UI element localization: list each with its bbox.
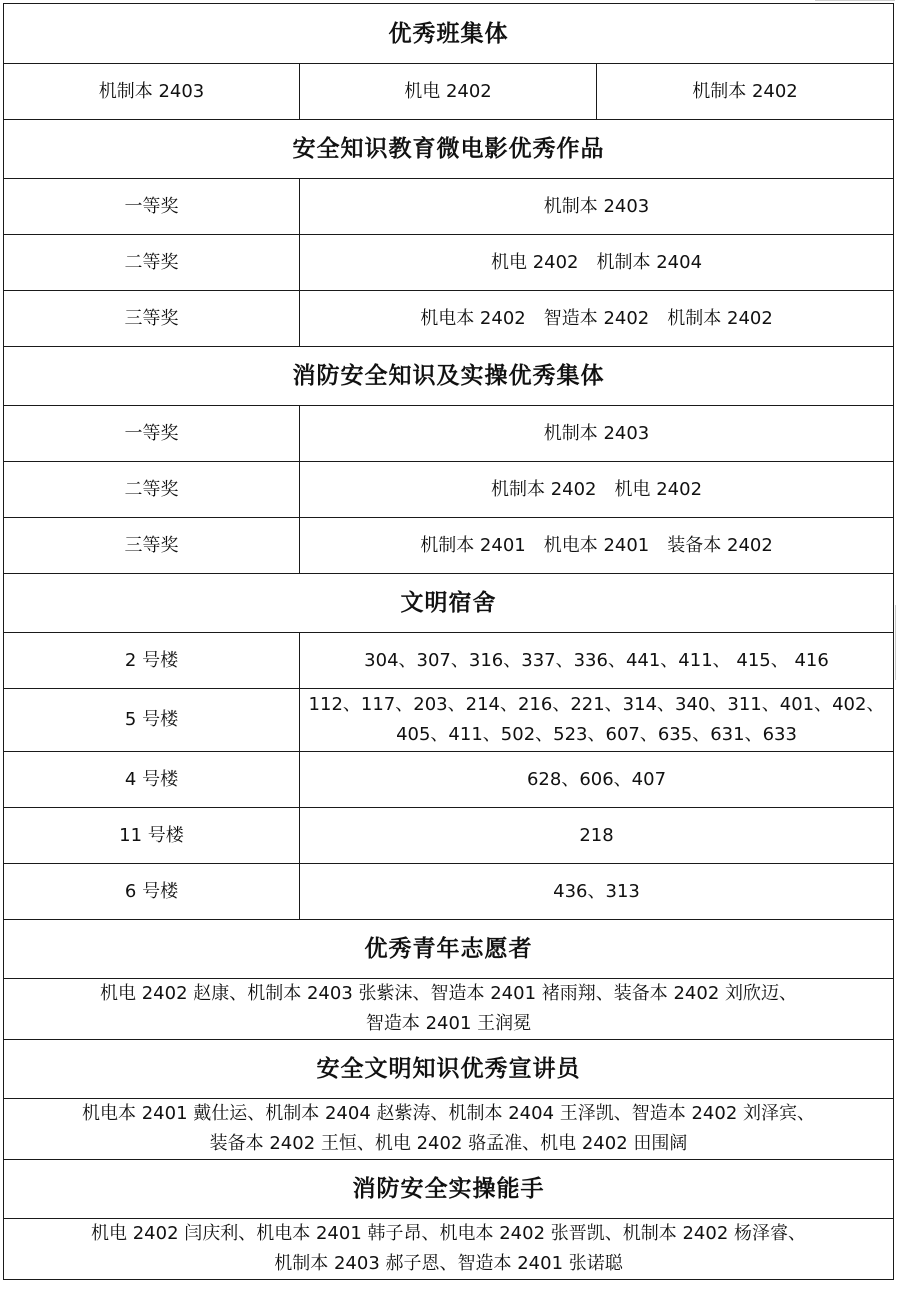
award-winners	[300, 291, 894, 347]
winner: 机制本 2402	[490, 478, 597, 500]
award-winners	[300, 179, 894, 235]
winner: 机电本 2401	[543, 534, 650, 556]
dorm-row	[4, 864, 894, 920]
award-row	[4, 179, 894, 235]
fire-experts-row	[4, 1219, 894, 1280]
section-header-row	[4, 4, 894, 64]
dorm-rooms-line: 405、411、502、523、607、635、631、633	[396, 724, 797, 745]
dorm-rooms: 304、307、316、337、336、441、411、 415、 416	[300, 633, 894, 689]
winner: 机制本 2403	[543, 195, 650, 217]
section-header-row	[4, 120, 894, 179]
award-level: 一等奖	[4, 179, 300, 235]
building-name: 4 号楼	[4, 752, 300, 808]
winner: 智造本 2402	[543, 307, 650, 329]
winner: 机电 2402	[614, 478, 703, 500]
winner: 机制本 2402	[667, 307, 773, 329]
dorm-rooms-line: 112、117、203、214、216、221、314、340、311、401、402、	[308, 694, 885, 715]
building-name: 2 号楼	[4, 633, 300, 689]
fire-safety-title: 消防安全知识及实操优秀集体	[4, 347, 894, 406]
lecturers-row	[4, 1099, 894, 1160]
section-header-row	[4, 1160, 894, 1219]
award-level: 三等奖	[4, 518, 300, 574]
name-line: 装备本 2402 王恒、机电 2402 骆孟准、机电 2402 田围阔	[209, 1133, 688, 1154]
dorm-rooms: 436、313	[300, 864, 894, 920]
class-cell: 机制本 2403	[4, 64, 300, 120]
excellent-class-row	[4, 64, 894, 120]
excellent-class-title: 优秀班集体	[4, 4, 894, 64]
dorm-rooms: 218	[300, 808, 894, 864]
name-line: 智造本 2401 王润冕	[365, 1013, 532, 1034]
award-level: 三等奖	[4, 291, 300, 347]
class-cell: 机制本 2402	[597, 64, 894, 120]
safety-film-title: 安全知识教育微电影优秀作品	[4, 120, 894, 179]
award-row	[4, 518, 894, 574]
volunteers-row	[4, 979, 894, 1040]
fire-experts-title: 消防安全实操能手	[4, 1160, 894, 1219]
fire-experts-list	[4, 1219, 894, 1280]
award-row	[4, 462, 894, 518]
award-row	[4, 235, 894, 291]
section-header-row	[4, 347, 894, 406]
award-level: 二等奖	[4, 235, 300, 291]
lecturers-title: 安全文明知识优秀宣讲员	[4, 1040, 894, 1099]
section-header-row	[4, 920, 894, 979]
page-edge-mark-right	[895, 605, 900, 680]
winner: 机电本 2402	[420, 307, 526, 329]
building-name: 6 号楼	[4, 864, 300, 920]
name-line: 机电 2402 闫庆利、机电本 2401 韩子昂、机电本 2402 张晋凯、机制本 2402 杨泽睿、	[91, 1223, 807, 1244]
dorm-row	[4, 752, 894, 808]
building-name: 5 号楼	[4, 689, 300, 752]
volunteers-title: 优秀青年志愿者	[4, 920, 894, 979]
award-level: 一等奖	[4, 406, 300, 462]
section-header-row	[4, 1040, 894, 1099]
dorm-row	[4, 689, 894, 752]
name-line: 机电本 2401 戴仕运、机制本 2404 赵紫涛、机制本 2404 王泽凯、智造本 2402 刘泽宾、	[82, 1103, 816, 1124]
class-cell: 机电 2402	[300, 64, 597, 120]
winner: 机电 2402	[490, 251, 579, 273]
dorm-rooms	[300, 689, 894, 752]
award-winners	[300, 518, 894, 574]
award-level: 二等奖	[4, 462, 300, 518]
building-name: 11 号楼	[4, 808, 300, 864]
lecturers-list	[4, 1099, 894, 1160]
award-winners	[300, 235, 894, 291]
dorm-rooms: 628、606、407	[300, 752, 894, 808]
section-header-row	[4, 574, 894, 633]
civil-dorm-title: 文明宿舍	[4, 574, 894, 633]
award-row	[4, 291, 894, 347]
winner: 机制本 2401	[420, 534, 526, 556]
name-line: 机电 2402 赵康、机制本 2403 张紫沫、智造本 2401 褚雨翔、装备本 2402 刘欣迈、	[100, 983, 798, 1004]
winner: 机制本 2404	[596, 251, 703, 273]
name-line: 机制本 2403 郝子恩、智造本 2401 张诺聪	[274, 1253, 623, 1274]
winner: 机制本 2403	[543, 422, 650, 444]
award-row	[4, 406, 894, 462]
award-winners	[300, 406, 894, 462]
awards-table	[3, 3, 894, 1280]
dorm-row	[4, 633, 894, 689]
winner: 装备本 2402	[667, 534, 773, 556]
award-winners	[300, 462, 894, 518]
volunteers-list	[4, 979, 894, 1040]
dorm-row	[4, 808, 894, 864]
